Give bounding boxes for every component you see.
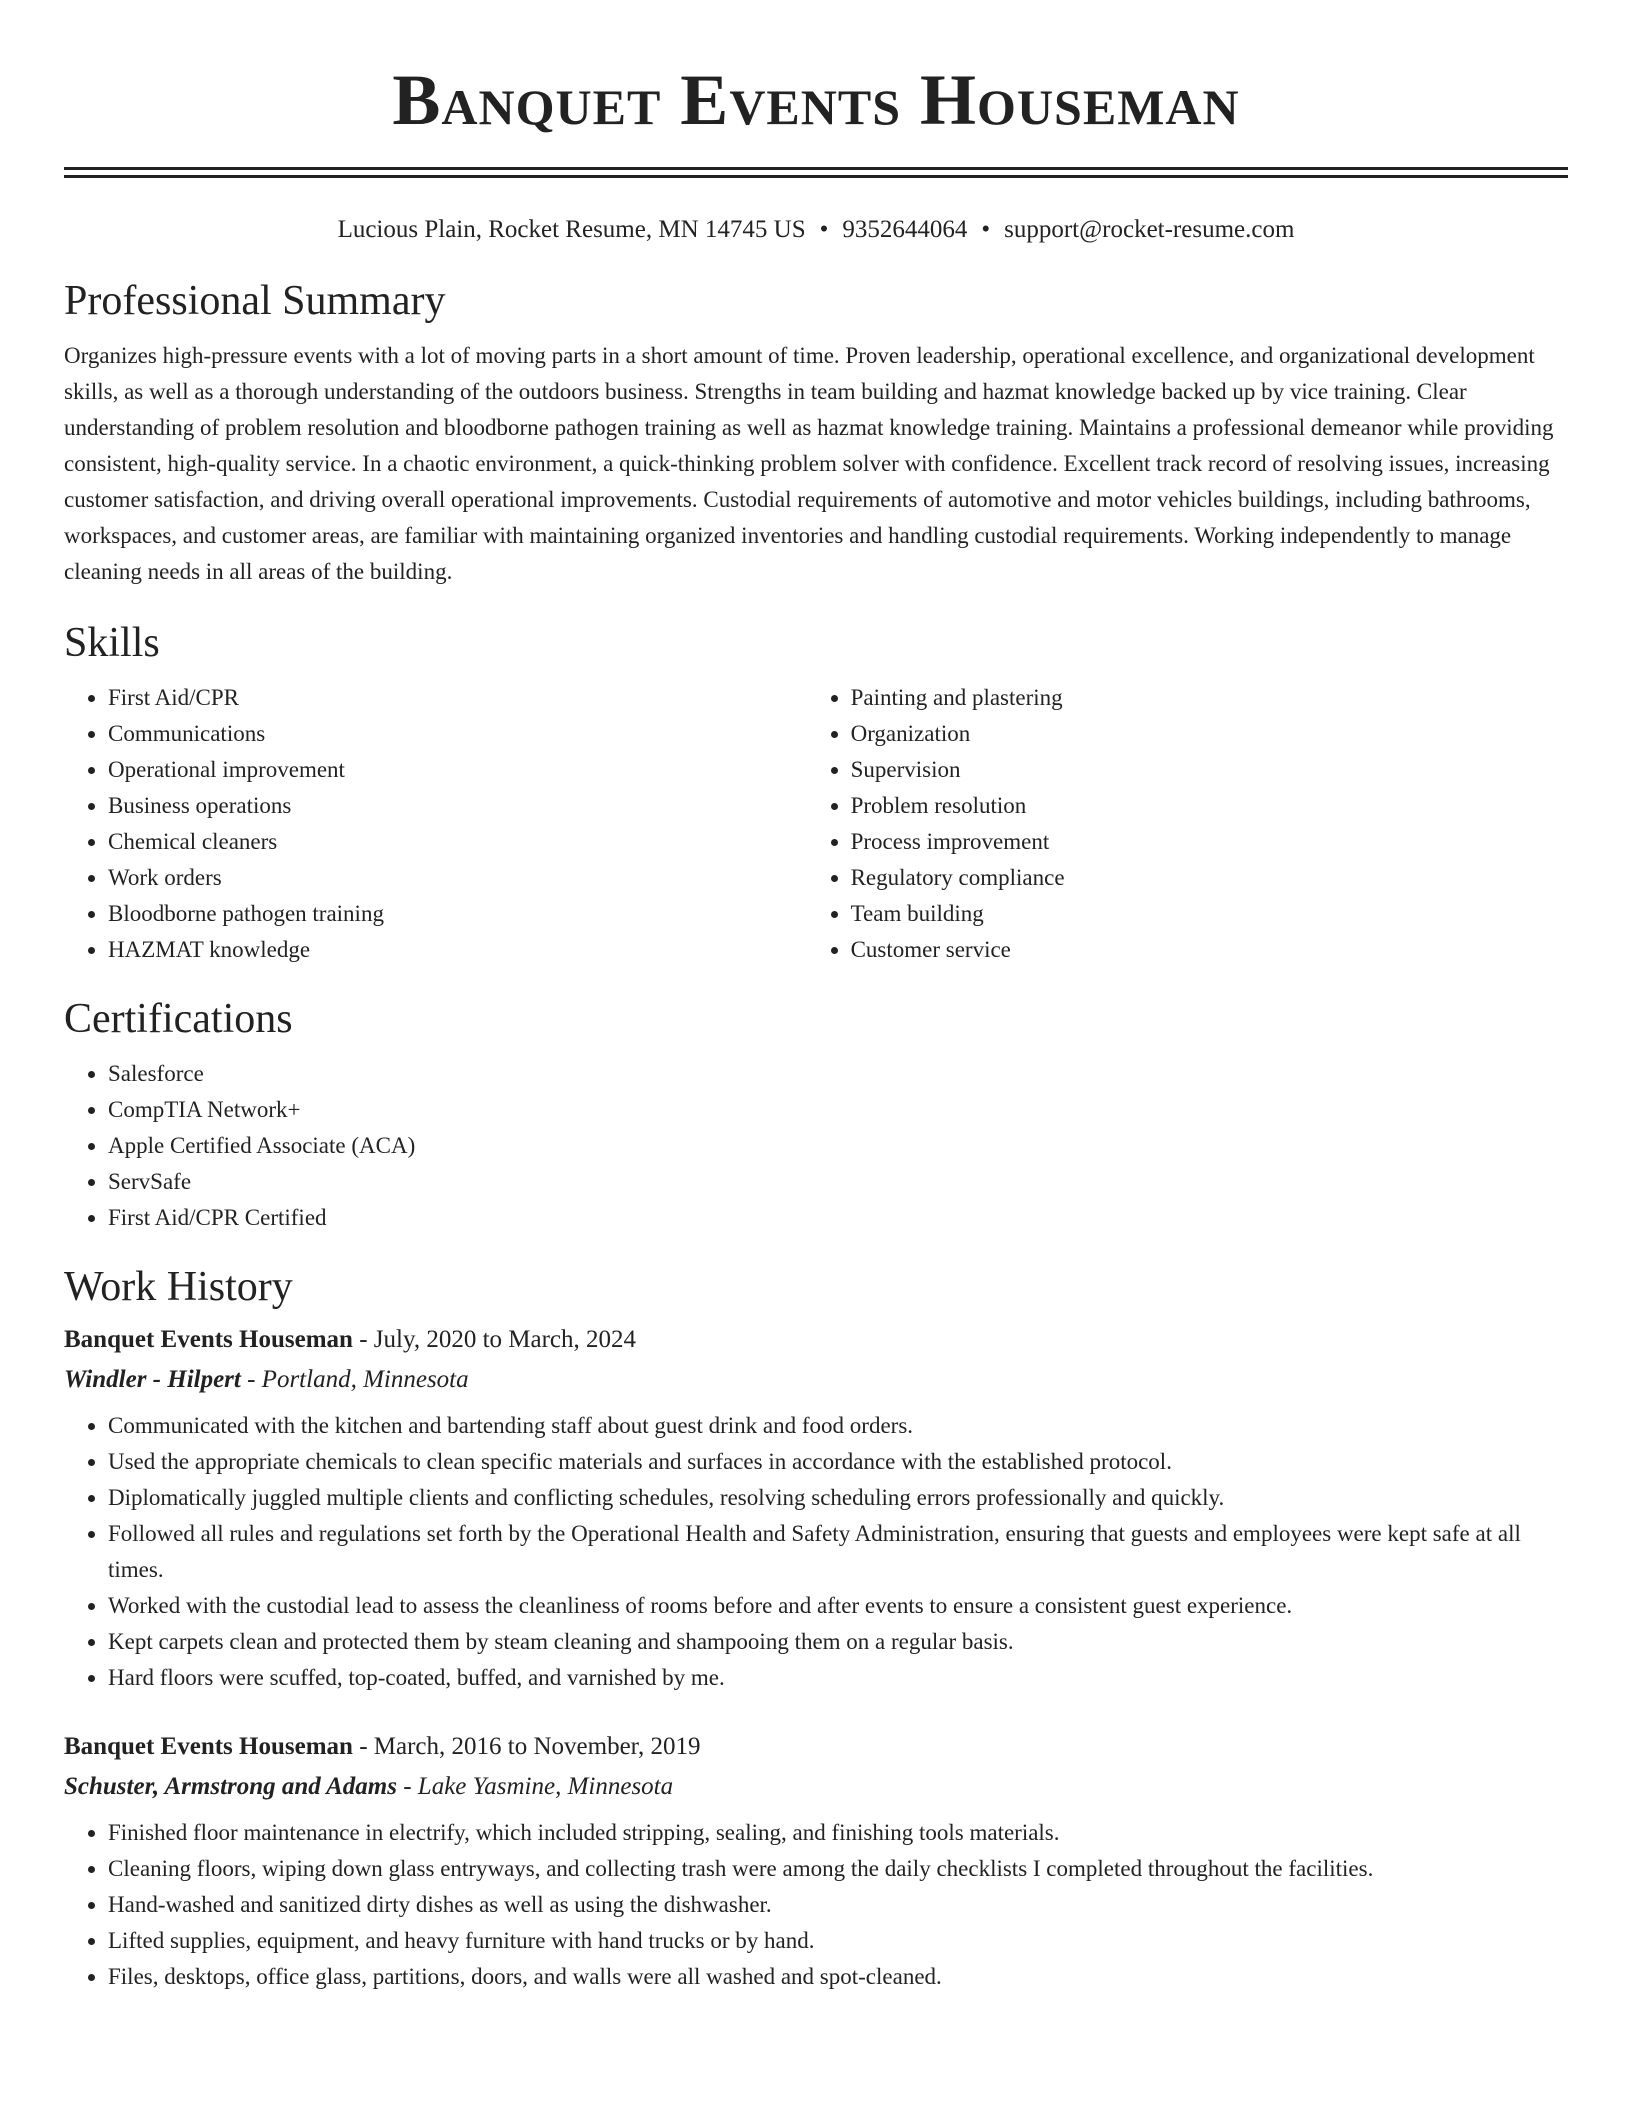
skills-list-right — [807, 680, 1568, 968]
skill-item: • Organization — [851, 716, 1568, 752]
job-duty-item: • Hand-washed and sanitized dirty dishes as well as using the dishwasher. — [108, 1887, 1568, 1923]
job-title-line — [64, 1322, 1568, 1358]
skill-item: • Supervision — [851, 752, 1568, 788]
job-role: Banquet Events Houseman — [64, 1733, 353, 1760]
contact-email: support@rocket-resume.com — [1004, 216, 1295, 243]
certification-item: • Apple Certified Associate (ACA) — [108, 1128, 1568, 1164]
job-title-line — [64, 1729, 1568, 1765]
skills-columns — [64, 680, 1568, 968]
certification-item: • ServSafe — [108, 1164, 1568, 1200]
job-duty-item: • Kept carpets clean and protected them by steam cleaning and shampooing them on a regular basis. — [108, 1624, 1568, 1660]
skill-item: • First Aid/CPR — [108, 680, 807, 716]
skill-item: • Work orders — [108, 860, 807, 896]
job-company-line — [64, 1769, 1568, 1805]
job-duty-item: • Communicated with the kitchen and bartending staff about guest drink and food orders. — [108, 1408, 1568, 1444]
contact-separator: • — [819, 216, 829, 243]
job-duty-item: • Diplomatically juggled multiple clients and conflicting schedules, resolving scheduling errors professionally and quickly. — [108, 1480, 1568, 1516]
skill-item: • HAZMAT knowledge — [108, 932, 807, 968]
job-duty-item: • Files, desktops, office glass, partitions, doors, and walls were all washed and spot-cleaned. — [108, 1959, 1568, 1995]
resume-page — [64, 0, 1568, 1995]
job-dates: - July, 2020 to March, 2024 — [352, 1326, 637, 1353]
skill-item: • Communications — [108, 716, 807, 752]
skill-item: • Problem resolution — [851, 788, 1568, 824]
job-duty-item: • Cleaning floors, wiping down glass entryways, and collecting trash were among the daily checklists I completed throughout the facilities. — [108, 1851, 1568, 1887]
certifications-list — [64, 1056, 1568, 1236]
job-company: Schuster, Armstrong and Adams — [64, 1773, 397, 1800]
contact-line — [64, 214, 1568, 246]
skill-item: • Customer service — [851, 932, 1568, 968]
job-duties-list — [64, 1408, 1568, 1696]
certification-item: • Salesforce — [108, 1056, 1568, 1092]
work-history-heading: Work History — [64, 1264, 293, 1310]
job-duty-item: • Lifted supplies, equipment, and heavy furniture with hand trucks or by hand. — [108, 1923, 1568, 1959]
summary-text: Organizes high-pressure events with a lot of moving parts in a short amount of time. Proven leadership, operational excellence, and organizational development skills, as well as a thorough understanding of the outdoors business. Strengths in team building and hazmat knowledge backed up by vice training. Clear understanding of problem resolution and bloodborne pathogen training as well as hazmat knowledge training. Maintains a professional demeanor while providing consistent, high-quality service. In a chaotic environment, a quick-thinking problem solver with confidence. Excellent track record of resolving issues, increasing customer satisfaction, and driving overall operational improvements. Custodial requirements of automotive and motor vehicles buildings, including bathrooms, workspaces, and customer areas, are familiar with maintaining organized inventories and handling custodial requirements. Working independently to manage cleaning needs in all areas of the building. — [64, 343, 1554, 584]
job-entry — [64, 1322, 1568, 1696]
skill-item: • Business operations — [108, 788, 807, 824]
skill-item: • Operational improvement — [108, 752, 807, 788]
skill-item: • Chemical cleaners — [108, 824, 807, 860]
certification-item: • CompTIA Network+ — [108, 1092, 1568, 1128]
job-role: Banquet Events Houseman — [64, 1326, 353, 1353]
skills-list-left — [64, 680, 807, 968]
contact-phone: 9352644064 — [842, 216, 968, 243]
skill-item: • Bloodborne pathogen training — [108, 896, 807, 932]
header-divider — [64, 167, 1568, 178]
job-duty-item: • Followed all rules and regulations set forth by the Operational Health and Safety Administration, ensuring that guests and employees were kept safe at all times. — [108, 1516, 1568, 1588]
job-company-line — [64, 1362, 1568, 1398]
skill-item: • Team building — [851, 896, 1568, 932]
job-location: - Lake Yasmine, Minnesota — [396, 1773, 674, 1800]
certifications-heading: Certifications — [64, 996, 293, 1042]
job-company: Windler - Hilpert — [64, 1366, 241, 1393]
skill-item: • Regulatory compliance — [851, 860, 1568, 896]
job-duty-item: • Used the appropriate chemicals to clean specific materials and surfaces in accordance with the established protocol. — [108, 1444, 1568, 1480]
job-entry — [64, 1729, 1568, 1995]
skill-item: • Painting and plastering — [851, 680, 1568, 716]
summary-heading: Professional Summary — [64, 278, 446, 324]
contact-address: Lucious Plain, Rocket Resume, MN 14745 US — [337, 216, 806, 243]
certification-item: • First Aid/CPR Certified — [108, 1200, 1568, 1236]
job-duties-list — [64, 1815, 1568, 1995]
job-location: - Portland, Minnesota — [240, 1366, 469, 1393]
candidate-name: Banquet Events Houseman — [392, 60, 1240, 140]
skill-item: • Process improvement — [851, 824, 1568, 860]
job-duty-item: • Worked with the custodial lead to assess the cleanliness of rooms before and after events to ensure a consistent guest experience. — [108, 1588, 1568, 1624]
job-duty-item: • Hard floors were scuffed, top-coated, buffed, and varnished by me. — [108, 1660, 1568, 1696]
skills-heading: Skills — [64, 620, 160, 666]
job-duty-item: • Finished floor maintenance in electrify, which included stripping, sealing, and finishing tools materials. — [108, 1815, 1568, 1851]
job-dates: - March, 2016 to November, 2019 — [352, 1733, 701, 1760]
contact-separator: • — [981, 216, 991, 243]
